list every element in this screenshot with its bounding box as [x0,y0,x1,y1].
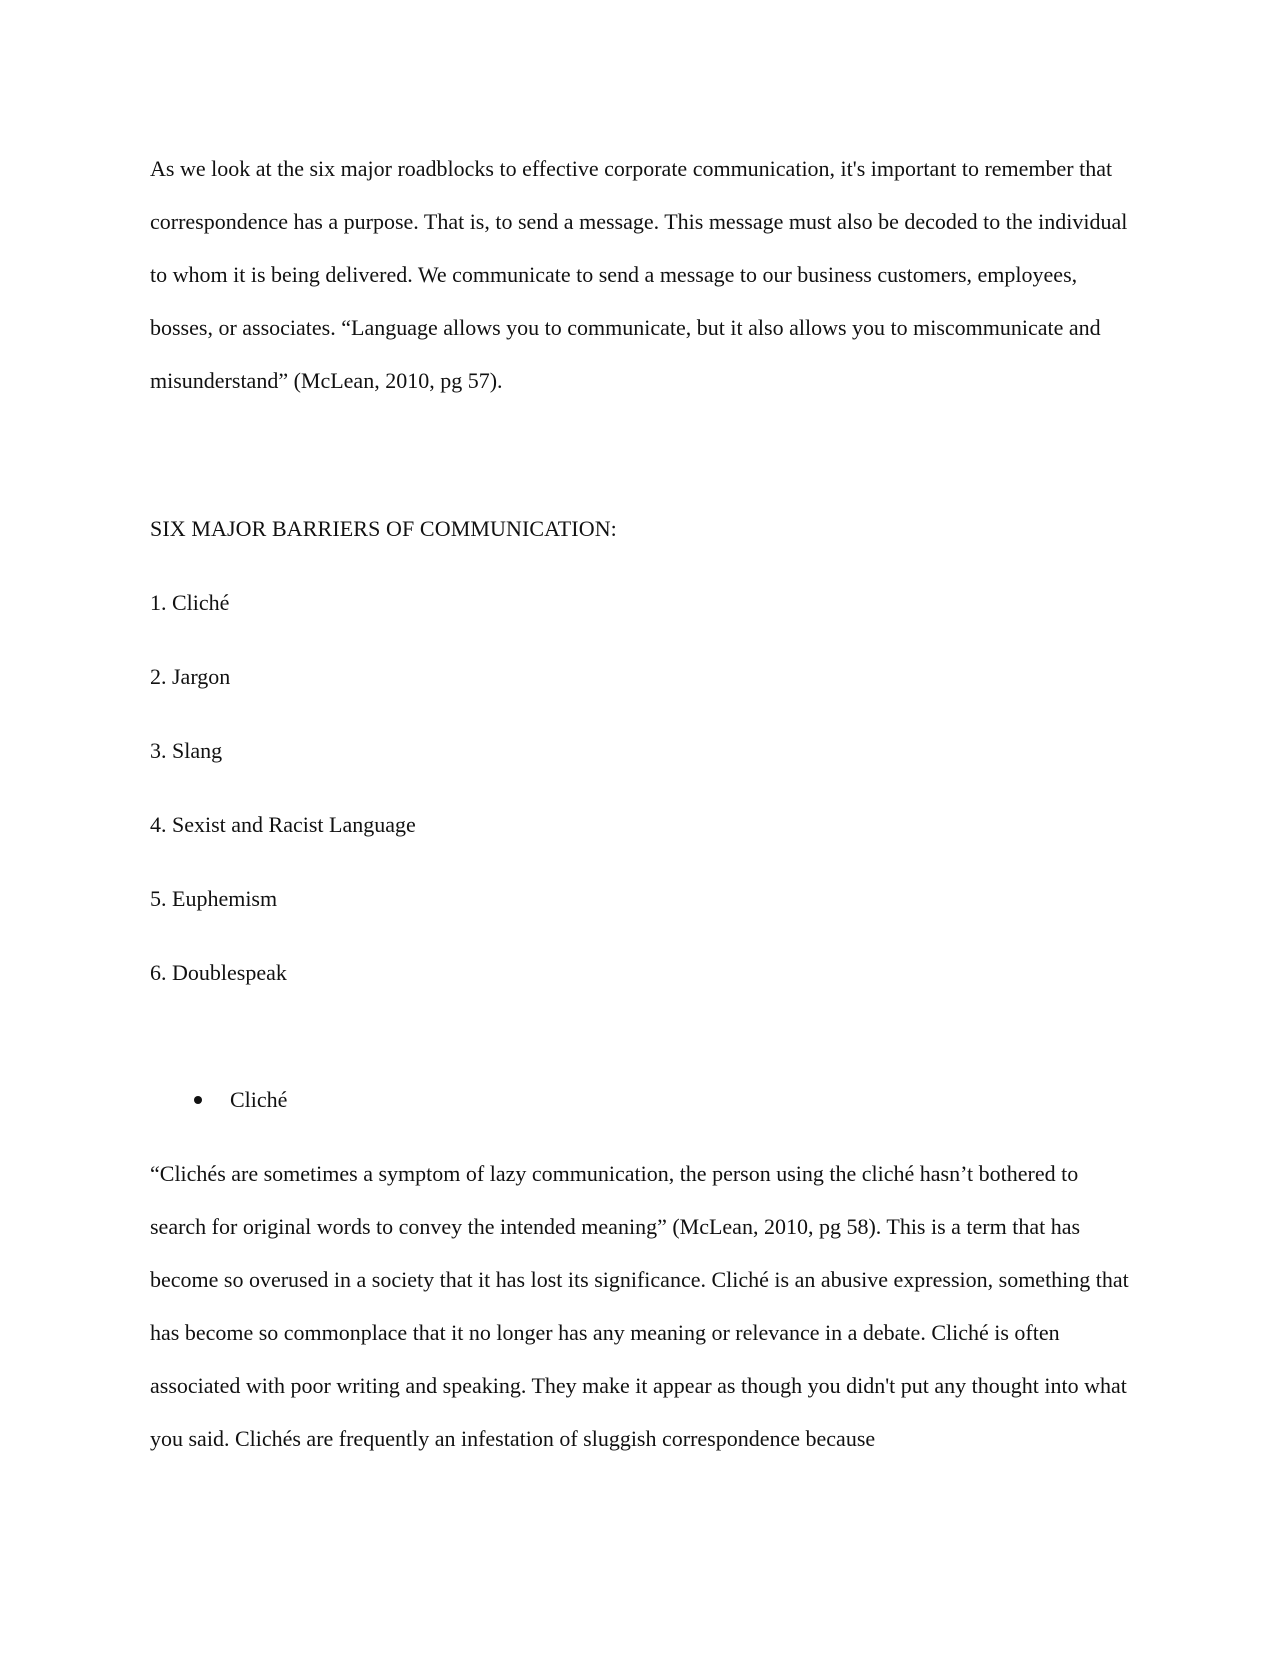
barrier-item-jargon: 2. Jargon [150,664,231,689]
bullet-item-label: Cliché [230,1087,288,1112]
section-bullet-list [150,1073,1130,1126]
barrier-item-sexist-racist-language: 4. Sexist and Racist Language [150,812,416,837]
barrier-item-doublespeak: 6. Doublespeak [150,960,287,985]
bullet-dot-icon [194,1096,202,1104]
intro-paragraph: As we look at the six major roadblocks to effective corporate communication, it's important to remember that correspondence has a purpose. That is, to send a message. This message must also be decoded to the individual to whom it is being delivered. We communicate to send a message to our business customers, employees, bosses, or associates. “Language allows you to communicate, but it also allows you to miscommunicate and misunderstand” (McLean, 2010, pg 57). [150,156,1128,393]
cliche-paragraph: “Clichés are sometimes a symptom of lazy communication, the person using the cliché hasn’t bothered to search for original words to convey the intended meaning” (McLean, 2010, pg 58). This is a term that has become so overused in a society that it has lost its significance. Cliché is an abusive expression, something that has become so commonplace that it no longer has any meaning or relevance in a debate. Cliché is often associated with poor writing and speaking. They make it appear as though you didn't put any thought into what you said. Clichés are frequently an infestation of sluggish correspondence because [150,1161,1129,1451]
barriers-list [150,576,1130,999]
barrier-item-euphemism: 5. Euphemism [150,886,278,911]
document-body [150,142,1130,1465]
barrier-item-slang: 3. Slang [150,738,223,763]
barriers-heading: SIX MAJOR BARRIERS OF COMMUNICATION: [150,516,617,541]
bullet-item-cliche [150,1073,1130,1126]
barrier-item-cliche: 1. Cliché [150,590,230,615]
